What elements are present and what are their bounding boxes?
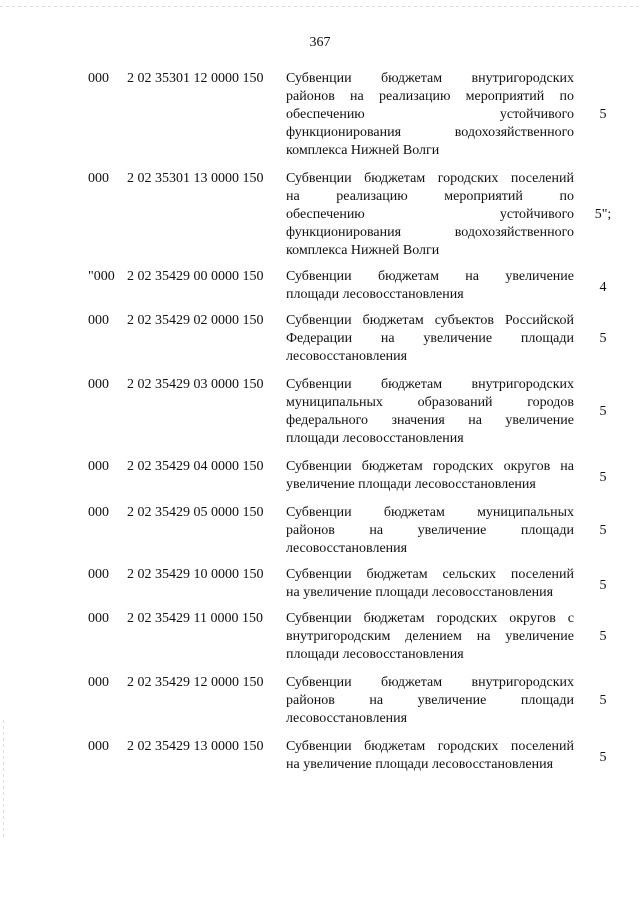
budget-classification-code: 2 02 35429 12 0000 150 <box>127 675 264 690</box>
revenue-description <box>286 458 574 494</box>
distribution-norm: 5 <box>599 404 607 419</box>
revenue-description <box>286 170 574 260</box>
description-line: муниципальных образований городов <box>286 395 574 410</box>
budget-classification-code: 2 02 35429 04 0000 150 <box>127 459 264 474</box>
description-line: районов на увеличение площади <box>286 523 574 538</box>
revenue-description <box>286 70 574 160</box>
budget-classification-code: 2 02 35429 00 0000 150 <box>127 269 264 284</box>
distribution-norm: 5 <box>599 470 607 485</box>
budget-classification-code: 2 02 35301 13 0000 150 <box>127 171 264 186</box>
admin-code: "000 <box>88 269 115 284</box>
description-line: обеспечению устойчивого <box>286 207 574 222</box>
description-line: увеличение площади лесовосстановления <box>286 477 536 492</box>
distribution-norm: 5 <box>599 107 607 122</box>
revenue-description <box>286 674 574 728</box>
distribution-norm: 5"; <box>594 207 612 222</box>
description-line: лесовосстановления <box>286 711 408 726</box>
distribution-norm: 5 <box>599 578 607 593</box>
admin-code: 000 <box>88 611 109 626</box>
description-line: на увеличение площади лесовосстановления <box>286 585 554 600</box>
revenue-description <box>286 504 574 558</box>
description-line: районов на увеличение площади <box>286 693 574 708</box>
admin-code: 000 <box>88 739 109 754</box>
budget-classification-code: 2 02 35429 10 0000 150 <box>127 567 264 582</box>
distribution-norm: 5 <box>599 693 607 708</box>
description-line: Субвенции бюджетам городских округов на <box>286 459 574 474</box>
description-line: Федерации на увеличение площади <box>286 331 574 346</box>
description-line: площади лесовосстановления <box>286 287 464 302</box>
admin-code: 000 <box>88 313 109 328</box>
revenue-description <box>286 376 574 448</box>
budget-classification-code: 2 02 35301 12 0000 150 <box>127 71 264 86</box>
revenue-description <box>286 738 574 774</box>
admin-code: 000 <box>88 377 109 392</box>
scan-edge-top <box>0 6 640 7</box>
description-line: на увеличение площади лесовосстановления <box>286 757 554 772</box>
page-number: 367 <box>309 35 331 50</box>
description-line: Субвенции бюджетам на увеличение <box>286 269 574 284</box>
revenue-description <box>286 610 574 664</box>
description-line: районов на реализацию мероприятий по <box>286 89 574 104</box>
description-line: Субвенции бюджетам внутригородских <box>286 675 574 690</box>
description-line: лесовосстановления <box>286 349 408 364</box>
description-line: Субвенции бюджетам городских поселений <box>286 171 574 186</box>
distribution-norm: 5 <box>599 331 607 346</box>
description-line: функционирования водохозяйственного <box>286 125 574 140</box>
description-line: Субвенции бюджетам городских поселений <box>286 739 574 754</box>
admin-code: 000 <box>88 567 109 582</box>
description-line: комплекса Нижней Волги <box>286 143 440 158</box>
budget-classification-code: 2 02 35429 05 0000 150 <box>127 505 264 520</box>
description-line: федерального значения на увеличение <box>286 413 574 428</box>
description-line: функционирования водохозяйственного <box>286 225 574 240</box>
budget-classification-code: 2 02 35429 11 0000 150 <box>127 611 263 626</box>
description-line: площади лесовосстановления <box>286 431 464 446</box>
admin-code: 000 <box>88 505 109 520</box>
description-line: внутригородским делением на увеличение <box>286 629 574 644</box>
distribution-norm: 4 <box>599 280 607 295</box>
description-line: обеспечению устойчивого <box>286 107 574 122</box>
description-line: на реализацию мероприятий по <box>286 189 574 204</box>
description-line: Субвенции бюджетам субъектов Российской <box>286 313 574 328</box>
description-line: Субвенции бюджетам внутригородских <box>286 71 574 86</box>
scan-edge-left <box>3 720 4 840</box>
admin-code: 000 <box>88 675 109 690</box>
description-line: Субвенции бюджетам сельских поселений <box>286 567 574 582</box>
distribution-norm: 5 <box>599 750 607 765</box>
admin-code: 000 <box>88 71 109 86</box>
distribution-norm: 5 <box>599 523 607 538</box>
distribution-norm: 5 <box>599 629 607 644</box>
revenue-description <box>286 312 574 366</box>
budget-classification-code: 2 02 35429 02 0000 150 <box>127 313 264 328</box>
admin-code: 000 <box>88 459 109 474</box>
description-line: комплекса Нижней Волги <box>286 243 440 258</box>
description-line: лесовосстановления <box>286 541 408 556</box>
description-line: Субвенции бюджетам внутригородских <box>286 377 574 392</box>
revenue-description <box>286 566 574 602</box>
admin-code: 000 <box>88 171 109 186</box>
budget-classification-code: 2 02 35429 03 0000 150 <box>127 377 264 392</box>
description-line: Субвенции бюджетам городских округов с <box>286 611 574 626</box>
budget-classification-code: 2 02 35429 13 0000 150 <box>127 739 264 754</box>
description-line: Субвенции бюджетам муниципальных <box>286 505 574 520</box>
description-line: площади лесовосстановления <box>286 647 464 662</box>
revenue-description <box>286 268 574 304</box>
